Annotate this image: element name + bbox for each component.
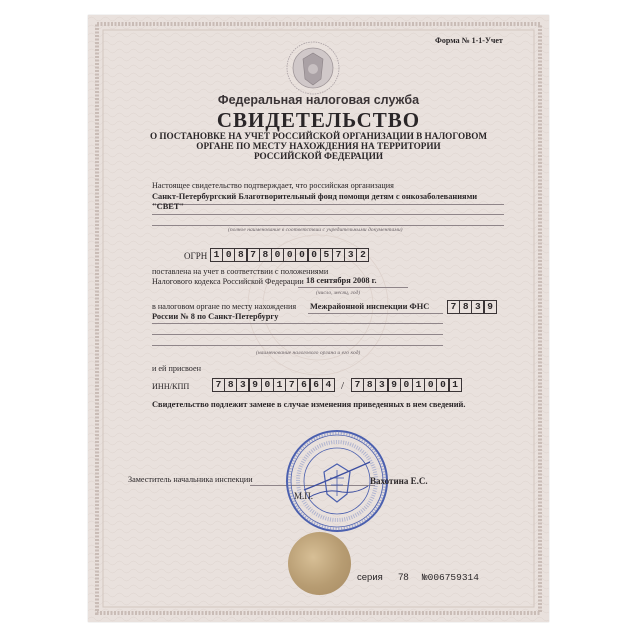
code-digit: 9 — [484, 300, 497, 314]
inn-digit: 9 — [249, 378, 262, 392]
ogrn-digit: 0 — [295, 248, 308, 262]
kpp-digit: 0 — [424, 378, 437, 392]
ogrn-digit: 0 — [271, 248, 284, 262]
ogrn-digit: 2 — [356, 248, 369, 262]
tax-authority-code-boxes — [447, 300, 496, 314]
kpp-digit: 0 — [400, 378, 413, 392]
signatory-position: Заместитель начальника инспекции — [128, 475, 253, 484]
tax-authority-prefix: в налоговом органе по месту нахождения — [152, 302, 297, 311]
tax-authority-name-1: Межрайонной инспекции ФНС — [310, 302, 430, 311]
ogrn-digit: 7 — [247, 248, 260, 262]
inn-digit: 1 — [273, 378, 286, 392]
kpp-digit: 8 — [363, 378, 376, 392]
subtitle-line-3: РОССИЙСКОЙ ФЕДЕРАЦИИ — [253, 151, 383, 161]
underline — [152, 204, 504, 205]
tax-authority-name-2: России № 8 по Санкт-Петербургу — [152, 312, 279, 321]
assigned-label: и ей присвоен — [152, 364, 202, 373]
kpp-digit: 9 — [388, 378, 401, 392]
kpp-digit: 1 — [449, 378, 462, 392]
ogrn-digit: 0 — [222, 248, 235, 262]
ogrn-digit: 3 — [344, 248, 357, 262]
underline — [152, 225, 504, 226]
kpp-digit: 0 — [436, 378, 449, 392]
inn-digit: 7 — [212, 378, 225, 392]
code-digit: 8 — [459, 300, 472, 314]
inn-digit: 6 — [297, 378, 310, 392]
inn-boxes — [212, 378, 334, 392]
underline — [152, 334, 443, 335]
ogrn-digit: 7 — [332, 248, 345, 262]
inn-kpp-separator: / — [341, 380, 345, 392]
inn-digit: 3 — [236, 378, 249, 392]
subtitle-line-2: ОРГАНЕ ПО МЕСТУ НАХОЖДЕНИЯ НА ТЕРРИТОРИИ — [196, 141, 441, 151]
kpp-digit: 3 — [375, 378, 388, 392]
signatory-name: Вахотина Е.С. — [370, 476, 428, 486]
intro-text: Настоящее свидетельство подтверждает, что российская организация — [152, 181, 394, 190]
inn-digit: 8 — [224, 378, 237, 392]
subtitle-line-1: О ПОСТАНОВКЕ НА УЧЕТ РОССИЙСКОЙ ОРГАНИЗАЦИИ В НАЛОГОВОМ — [149, 131, 488, 141]
hologram-seal — [288, 532, 351, 595]
underline — [298, 287, 408, 288]
code-digit: 7 — [447, 300, 460, 314]
ogrn-digit: 8 — [234, 248, 247, 262]
ogrn-digit: 1 — [210, 248, 223, 262]
stamp-place: М.П. — [294, 491, 314, 501]
agency-name: Федеральная налоговая служба — [217, 93, 420, 107]
series-row — [357, 572, 479, 583]
underline — [152, 214, 504, 215]
code-digit: 3 — [471, 300, 484, 314]
form-number: Форма № 1-1-Учет — [435, 36, 503, 45]
org-name-line-1: Санкт-Петербургский Благотворительный фонд помощи детям с онкозаболеваниями — [152, 192, 478, 201]
ogrn-label: ОГРН — [184, 251, 208, 261]
ogrn-digit: 8 — [259, 248, 272, 262]
inn-digit: 0 — [261, 378, 274, 392]
document-title: СВИДЕТЕЛЬСТВО — [216, 108, 421, 132]
replacement-note: Свидетельство подлежит замене в случае изменения приведенных в нем сведений. — [152, 400, 466, 409]
inn-kpp-label: ИНН/КПП — [152, 382, 190, 391]
inn-digit: 7 — [285, 378, 298, 392]
tax-authority-caption: (наименование налогового органа и его код) — [256, 350, 361, 356]
inn-digit: 4 — [322, 378, 335, 392]
ogrn-digit: 0 — [283, 248, 296, 262]
ogrn-boxes — [210, 248, 369, 262]
emblem-icon — [285, 39, 341, 97]
kpp-boxes — [351, 378, 461, 392]
registration-date: 18 сентября 2008 г. — [306, 276, 377, 285]
ogrn-digit: 0 — [308, 248, 321, 262]
serial-number: №006759314 — [421, 572, 479, 583]
date-caption: (число, месяц, год) — [316, 290, 361, 296]
kpp-digit: 1 — [412, 378, 425, 392]
registration-line-2: Налогового кодекса Российской Федерации — [152, 277, 304, 286]
underline — [308, 313, 443, 314]
certificate-page — [88, 15, 549, 622]
inn-digit: 6 — [310, 378, 323, 392]
underline — [152, 345, 443, 346]
ogrn-digit: 5 — [320, 248, 333, 262]
org-name-line-2: "СВЕТ" — [152, 202, 185, 211]
registration-line-1: поставлена на учет в соответствии с положениями — [152, 267, 329, 276]
series-number: 78 — [398, 572, 409, 583]
org-name-caption: (полное наименование в соответствии с учредительными документами) — [228, 227, 403, 233]
kpp-digit: 7 — [351, 378, 364, 392]
underline — [152, 323, 443, 324]
series-label: серия — [357, 572, 383, 583]
